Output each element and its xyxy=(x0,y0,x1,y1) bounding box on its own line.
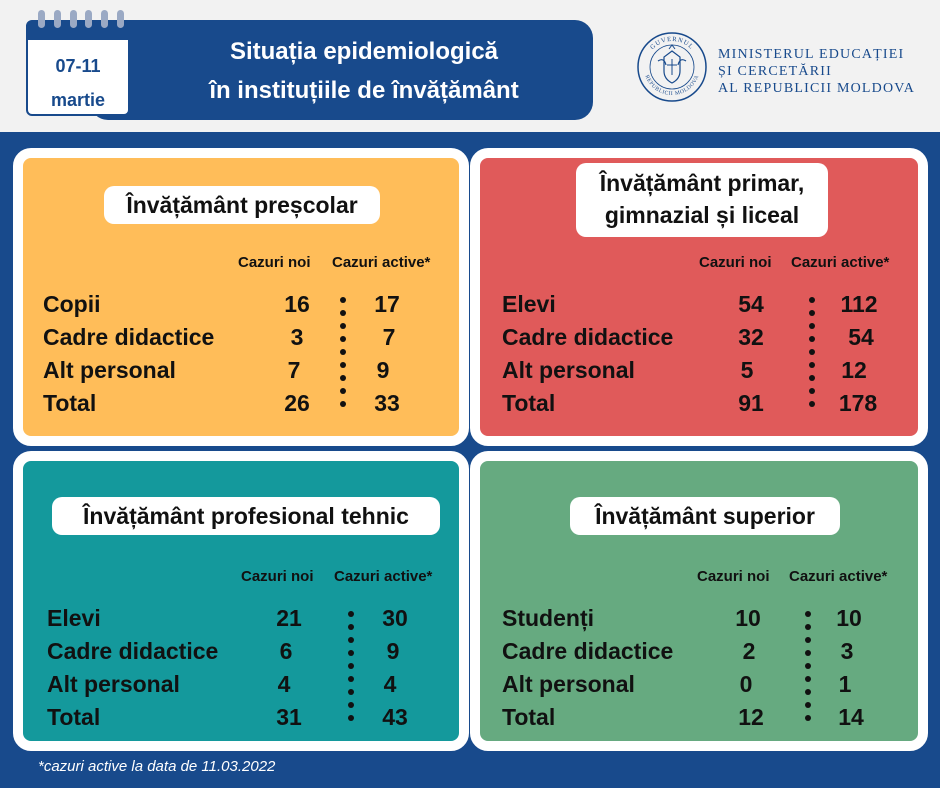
calendar-rings xyxy=(38,10,124,28)
new-cases-value: 26 xyxy=(284,390,310,416)
column-header-active: Cazuri active* xyxy=(789,568,888,585)
column-header-active: Cazuri active* xyxy=(334,568,433,585)
active-cases-value: 10 xyxy=(836,605,862,631)
column-header-new: Cazuri noi xyxy=(241,568,314,585)
new-cases-value: 10 xyxy=(735,605,761,631)
header xyxy=(0,0,940,132)
column-header-active: Cazuri active* xyxy=(332,254,431,271)
row-label: Studenți xyxy=(502,605,594,631)
column-separator xyxy=(809,297,815,414)
emblem-ring-text-top: GUVERNUL xyxy=(649,35,695,52)
new-cases-value: 7 xyxy=(287,357,301,383)
card-title: Învățământ preșcolar xyxy=(104,186,380,224)
active-cases-value: 1 xyxy=(838,671,852,697)
active-cases-value: 12 xyxy=(841,357,867,383)
card-superior xyxy=(470,451,928,751)
row-label: Alt personal xyxy=(502,671,635,697)
row-label: Total xyxy=(502,704,556,730)
active-cases-value: 33 xyxy=(374,390,400,416)
row-label: Total xyxy=(502,390,556,416)
row-label: Cadre didactice xyxy=(502,638,674,664)
new-cases-value: 4 xyxy=(277,671,291,697)
row-label: Cadre didactice xyxy=(47,638,219,664)
row-label: Alt personal xyxy=(47,671,180,697)
calendar-icon xyxy=(26,20,130,116)
column-header-new: Cazuri noi xyxy=(697,568,770,585)
new-cases-value: 5 xyxy=(740,357,754,383)
active-cases-value: 30 xyxy=(382,605,408,631)
active-cases-value: 14 xyxy=(838,704,864,730)
active-cases-value: 17 xyxy=(374,291,400,317)
new-cases-value: 12 xyxy=(738,704,764,730)
card-primar-gimnazial-liceal xyxy=(470,148,928,446)
new-cases-value: 91 xyxy=(738,390,764,416)
active-cases-value: 9 xyxy=(376,357,390,383)
new-cases-value: 3 xyxy=(290,324,304,350)
row-label: Cadre didactice xyxy=(43,324,215,350)
row-label: Alt personal xyxy=(502,357,635,383)
ministry-line-2: ȘI CERCETĂRII xyxy=(718,64,832,79)
column-separator xyxy=(340,297,346,414)
new-cases-value: 54 xyxy=(738,291,764,317)
row-label: Copii xyxy=(43,291,101,317)
column-header-active: Cazuri active* xyxy=(791,254,890,271)
active-cases-value: 4 xyxy=(383,671,397,697)
column-header-new: Cazuri noi xyxy=(238,254,311,271)
ministry-line-1: MINISTERUL EDUCAȚIEI xyxy=(718,47,905,62)
emblem-ring-text-bottom: REPUBLICII MOLDOVA xyxy=(643,74,701,98)
new-cases-value: 2 xyxy=(742,638,756,664)
column-header-new: Cazuri noi xyxy=(699,254,772,271)
ministry-name xyxy=(718,46,915,97)
new-cases-value: 6 xyxy=(279,638,293,664)
calendar-month: martie xyxy=(50,90,106,110)
title-banner xyxy=(90,20,593,120)
new-cases-value: 31 xyxy=(276,704,302,730)
card-title-line-2: gimnazial și liceal xyxy=(604,202,800,228)
card-title-line-1: Învățământ primar, xyxy=(599,170,805,196)
column-separator xyxy=(805,611,811,728)
coat-of-arms-icon xyxy=(636,31,708,103)
card-title: Învățământ superior xyxy=(570,497,840,535)
page-title: Situația epidemiologică xyxy=(229,38,499,65)
card-prescolar xyxy=(13,148,469,446)
active-cases-value: 112 xyxy=(840,291,878,317)
page-subtitle: în instituțiile de învățământ xyxy=(209,77,519,104)
active-cases-value: 9 xyxy=(386,638,400,664)
active-cases-value: 54 xyxy=(848,324,874,350)
row-label: Elevi xyxy=(47,605,101,631)
row-label: Total xyxy=(43,390,97,416)
new-cases-value: 16 xyxy=(284,291,310,317)
card-profesional-tehnic xyxy=(13,451,469,751)
card-title: Învățământ profesional tehnic xyxy=(52,497,440,535)
new-cases-value: 32 xyxy=(738,324,764,350)
row-label: Cadre didactice xyxy=(502,324,674,350)
ministry-line-3: AL REPUBLICII MOLDOVA xyxy=(718,81,916,96)
row-label: Elevi xyxy=(502,291,556,317)
row-label: Alt personal xyxy=(43,357,176,383)
new-cases-value: 21 xyxy=(276,605,302,631)
new-cases-value: 0 xyxy=(739,671,753,697)
active-cases-value: 3 xyxy=(840,638,854,664)
active-cases-value: 7 xyxy=(382,324,396,350)
calendar-dates: 07-11 xyxy=(55,56,101,76)
column-separator xyxy=(348,611,354,728)
active-cases-value: 178 xyxy=(838,390,878,416)
row-label: Total xyxy=(47,704,101,730)
card-title xyxy=(576,163,828,237)
active-cases-value: 43 xyxy=(382,704,408,730)
svg-text:GUVERNUL xyxy=(649,36,695,51)
footnote: *cazuri active la data de 11.03.2022 xyxy=(38,758,276,775)
